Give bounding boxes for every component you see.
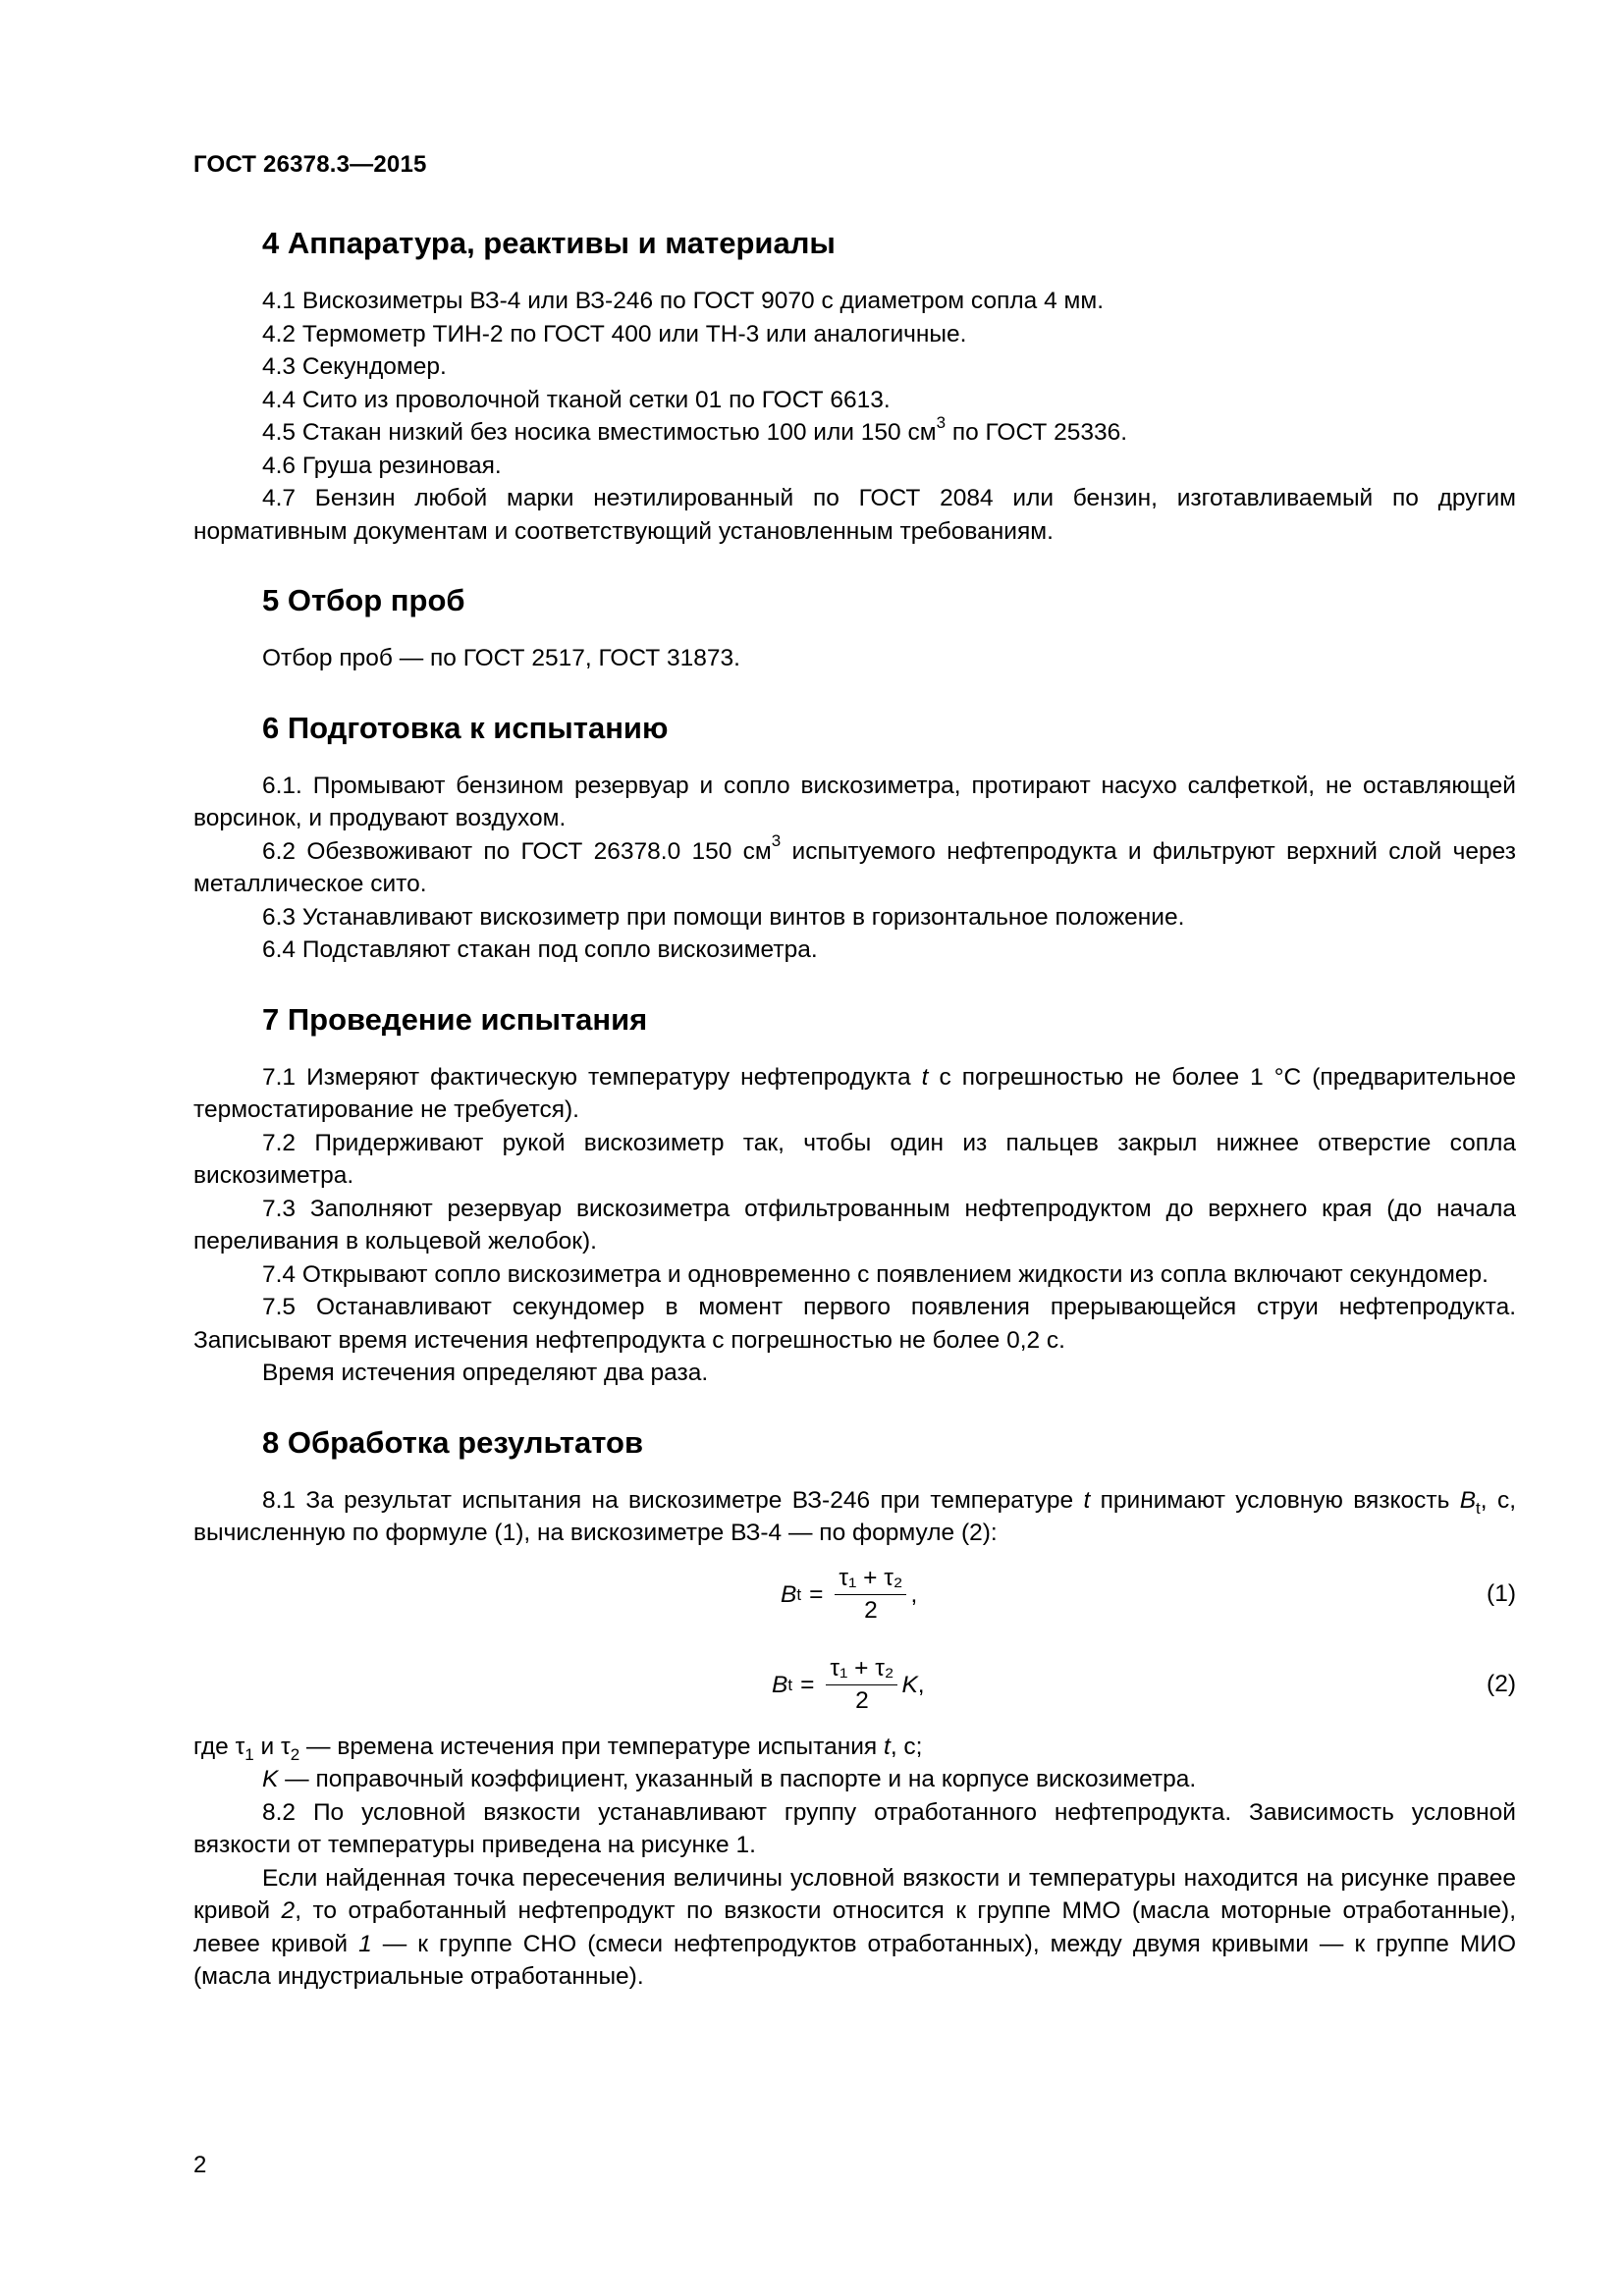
section-8 (193, 1423, 1516, 1994)
fraction: $\frac{\text{τ₁ + τ₂}}{2}$ (826, 1653, 897, 1717)
clause-7-3: 7.3 Заполняют резервуар вискозиметра отфильтрованным нефтепродуктом до верхнего края (до начала переливания в кольцевой желобок). (193, 1195, 1516, 1255)
formula-2: B t = $\frac{\text{τ₁ + τ₂}}{2}$ K , (2) (193, 1640, 1516, 1731)
clause-6-4: 6.4 Подставляют стакан под сопло вискозиметра. (262, 936, 818, 963)
formula-number: (1) (1487, 1579, 1516, 1607)
section-4 (193, 224, 1516, 548)
formula-1: B t = $\frac{\text{τ₁ + τ₂}}{2}$ , (1) (193, 1550, 1516, 1640)
section-7 (193, 1000, 1516, 1390)
clause-6-3: 6.3 Устанавливают вискозиметр при помощи винтов в горизонтальное положение. (262, 903, 1185, 931)
document-body (193, 224, 1516, 2027)
section-title: 5 Отбор проб (262, 583, 465, 617)
clause-8-1: 8.1 За результат испытания на вискозиметре ВЗ-246 при температуре t принимают условную вязкость $B_t$, с, вычисленную по формуле (1), на вискозиметре ВЗ-4 — по формуле (2): (193, 1486, 1516, 1546)
clause-7-2: 7.2 Придерживают рукой вискозиметр так, чтобы один из пальцев закрыл нижнее отверстие сопла вискозиметра. (193, 1129, 1516, 1189)
page-number: 2 (193, 2152, 207, 2178)
clause-4-4: 4.4 Сито из проволочной тканой сетки 01 по ГОСТ 6613. (262, 386, 891, 413)
clause-4-3: 4.3 Секундомер. (262, 353, 447, 380)
section-5-text: Отбор проб — по ГОСТ 2517, ГОСТ 31873. (262, 645, 740, 671)
clause-7-5: 7.5 Останавливают секундомер в момент первого появления прерывающейся струи нефтепродукта. Записывают время истечения нефтепродукта с погрешностью не более 0,2 с. (193, 1294, 1516, 1354)
section-title: 6 Подготовка к испытанию (262, 710, 669, 745)
clause-4-2: 4.2 Термометр ТИН-2 по ГОСТ 400 или ТН-3 или аналогичные. (262, 320, 967, 347)
clause-7-1: 7.1 Измеряют фактическую температуру нефтепродукта t с погрешностью не более 1 °С (предварительное термостатирование не требуется). (193, 1063, 1516, 1123)
clause-8-2-note: Если найденная точка пересечения величины условной вязкости и температуры находится на рисунке правее кривой 2, то отработанный нефтепродукт по вязкости относится к группе ММО (масла моторные отработанные), левее кривой 1 — к группе СНО (смеси нефтепродуктов отработанных), между двумя кривыми — к группе МИО (масла индустриальные отработанные). (193, 1864, 1516, 1990)
standard-header: ГОСТ 26378.3—2015 (193, 151, 427, 178)
clause-4-7: 4.7 Бензин любой марки неэтилированный по ГОСТ 2084 или бензин, изготавливаемый по другим нормативным документам и соответствующий установленным требованиям. (193, 485, 1516, 545)
section-5 (193, 581, 1516, 675)
clause-8-2: 8.2 По условной вязкости устанавливают группу отработанного нефтепродукта. Зависимость условной вязкости от температуры приведена на рисунке 1. (193, 1798, 1516, 1858)
formula-number: (2) (1487, 1670, 1516, 1697)
section-title: 8 Обработка результатов (262, 1424, 644, 1460)
clause-4-1: 4.1 Вискозиметры ВЗ-4 или ВЗ-246 по ГОСТ 9070 с диаметром сопла 4 мм. (262, 288, 1105, 314)
section-6 (193, 709, 1516, 967)
where-clause: где $\tau_1$ и $\tau_2$ — времена истечения при температуре испытания t, с; (193, 1733, 923, 1764)
section-title: 4 Аппаратура, реактивы и материалы (262, 226, 836, 260)
fraction: $\frac{\text{τ₁ + τ₂}}{2}$ (835, 1563, 906, 1627)
section-title: 7 Проведение испытания (262, 1001, 648, 1037)
clause-7-5-note: Время истечения определяют два раза. (262, 1360, 709, 1386)
clause-4-6: 4.6 Груша резиновая. (262, 452, 502, 479)
formula-lhs: B (772, 1671, 788, 1698)
clause-6-1: 6.1. Промывают бензином резервуар и сопло вискозиметра, протирают насухо салфеткой, не оставляющей ворсинок, и продувают воздухом. (193, 772, 1516, 831)
k-definition: K — поправочный коэффициент, указанный в паспорте и на корпусе вискозиметра. (262, 1766, 1197, 1792)
clause-4-5: 4.5 Стакан низкий без носика вместимостью 100 или 150 $см^3$ по ГОСТ 25336. (262, 412, 1128, 446)
clause-6-2: 6.2 Обезвоживают по ГОСТ 26378.0 150 $см^3$ испытуемого нефтепродукта и фильтруют верхний слой через металлическое сито. (193, 831, 1516, 897)
clause-7-4: 7.4 Открывают сопло вискозиметра и одновременно с появлением жидкости из сопла включают секундомер. (262, 1260, 1489, 1288)
formula-lhs: B (781, 1580, 797, 1608)
